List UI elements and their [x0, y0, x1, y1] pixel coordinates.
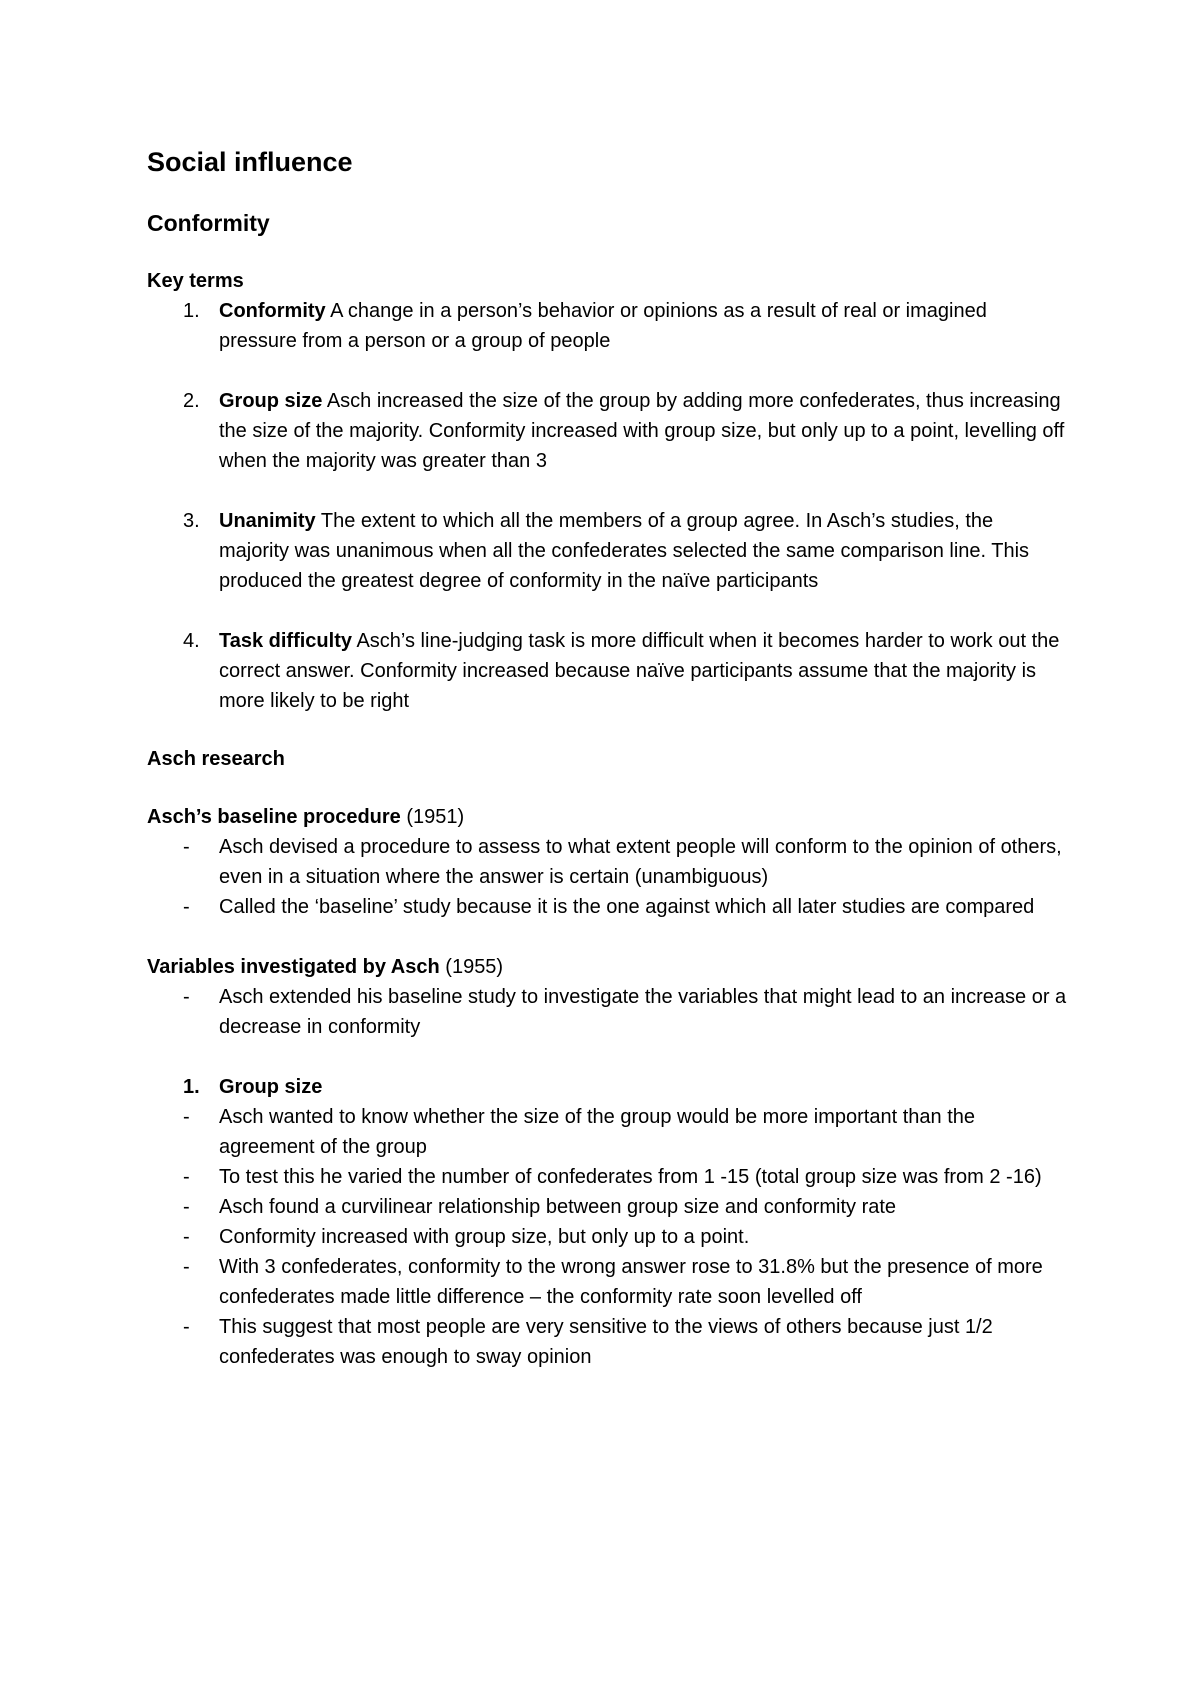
term-definition: Asch increased the size of the group by adding more confederates, thus increasing the size of the majority. Conformity increased with group size, but only up to a point, levelling off when the majority was greater than 3 [219, 389, 1065, 472]
list-item: - Asch devised a procedure to assess to what extent people will conform to the opinion of others, even in a situation where the answer is certain (unambiguous) [147, 832, 1067, 892]
list-item: - Called the ‘baseline’ study because it is the one against which all later studies are compared [147, 892, 1067, 922]
bullet-dash: - [183, 985, 190, 1008]
term-definition: Asch’s line-judging task is more difficult when it becomes harder to work out the correct answer. Conformity increased because naïve participants assume that the majority is more likely to be right [219, 629, 1060, 712]
list-item: - Asch wanted to know whether the size of the group would be more important than the agreement of the group [147, 1102, 1067, 1162]
asch-research-heading: Asch research [147, 747, 285, 770]
bullet-dash: - [183, 1195, 190, 1218]
group-size-heading: 1. Group size [147, 1072, 1067, 1102]
term-name: Conformity [219, 299, 326, 322]
key-term-item [147, 386, 1067, 476]
key-term-item [147, 506, 1067, 596]
key-terms-list [147, 296, 1067, 716]
bullet-dash: - [183, 1105, 190, 1128]
variables-bullets [147, 982, 1067, 1042]
baseline-heading: Asch’s baseline procedure (1951) [147, 805, 465, 828]
section-heading: Conformity [147, 210, 270, 237]
key-terms-heading: Key terms [147, 269, 244, 292]
group-size-bullets [147, 1102, 1067, 1372]
bullet-dash: - [183, 1255, 190, 1278]
list-number: 1. [183, 1075, 200, 1098]
bullet-dash: - [183, 1165, 190, 1188]
baseline-year: (1951) [406, 805, 465, 828]
list-number: 4. [183, 629, 200, 652]
list-item: - To test this he varied the number of confederates from 1 -15 (total group size was from 2 -16) [147, 1162, 1067, 1192]
list-item: - This suggest that most people are very sensitive to the views of others because just 1/2 confederates was enough to sway opinion [147, 1312, 1067, 1372]
list-number: 2. [183, 389, 200, 412]
variables-year: (1955) [445, 955, 504, 978]
key-term-item [147, 626, 1067, 716]
bullet-dash: - [183, 895, 190, 918]
list-number: 1. [183, 299, 200, 322]
document-content [147, 146, 1067, 1372]
list-number: 3. [183, 509, 200, 532]
term-definition: The extent to which all the members of a group agree. In Asch’s studies, the majority was unanimous when all the confederates selected the same comparison line. This produced the greatest degree of conformity in the naïve participants [219, 509, 1030, 592]
term-name: Group size [219, 389, 323, 412]
term-name: Task difficulty [219, 629, 352, 652]
bullet-dash: - [183, 1315, 190, 1338]
list-item: - Conformity increased with group size, but only up to a point. [147, 1222, 1067, 1252]
bullet-dash: - [183, 835, 190, 858]
baseline-bullets [147, 832, 1067, 922]
document-title: Social influence [147, 147, 353, 177]
variables-heading: Variables investigated by Asch (1955) [147, 955, 504, 978]
key-term-item [147, 296, 1067, 356]
term-definition: A change in a person’s behavior or opinions as a result of real or imagined pressure from a person or a group of people [219, 299, 987, 352]
list-item: - Asch extended his baseline study to investigate the variables that might lead to an increase or a decrease in conformity [147, 982, 1067, 1042]
term-name: Unanimity [219, 509, 316, 532]
key-terms-section [147, 268, 1067, 716]
list-item: - Asch found a curvilinear relationship between group size and conformity rate [147, 1192, 1067, 1222]
bullet-dash: - [183, 1225, 190, 1248]
list-item: - With 3 confederates, conformity to the wrong answer rose to 31.8% but the presence of more confederates made little difference – the conformity rate soon levelled off [147, 1252, 1067, 1312]
